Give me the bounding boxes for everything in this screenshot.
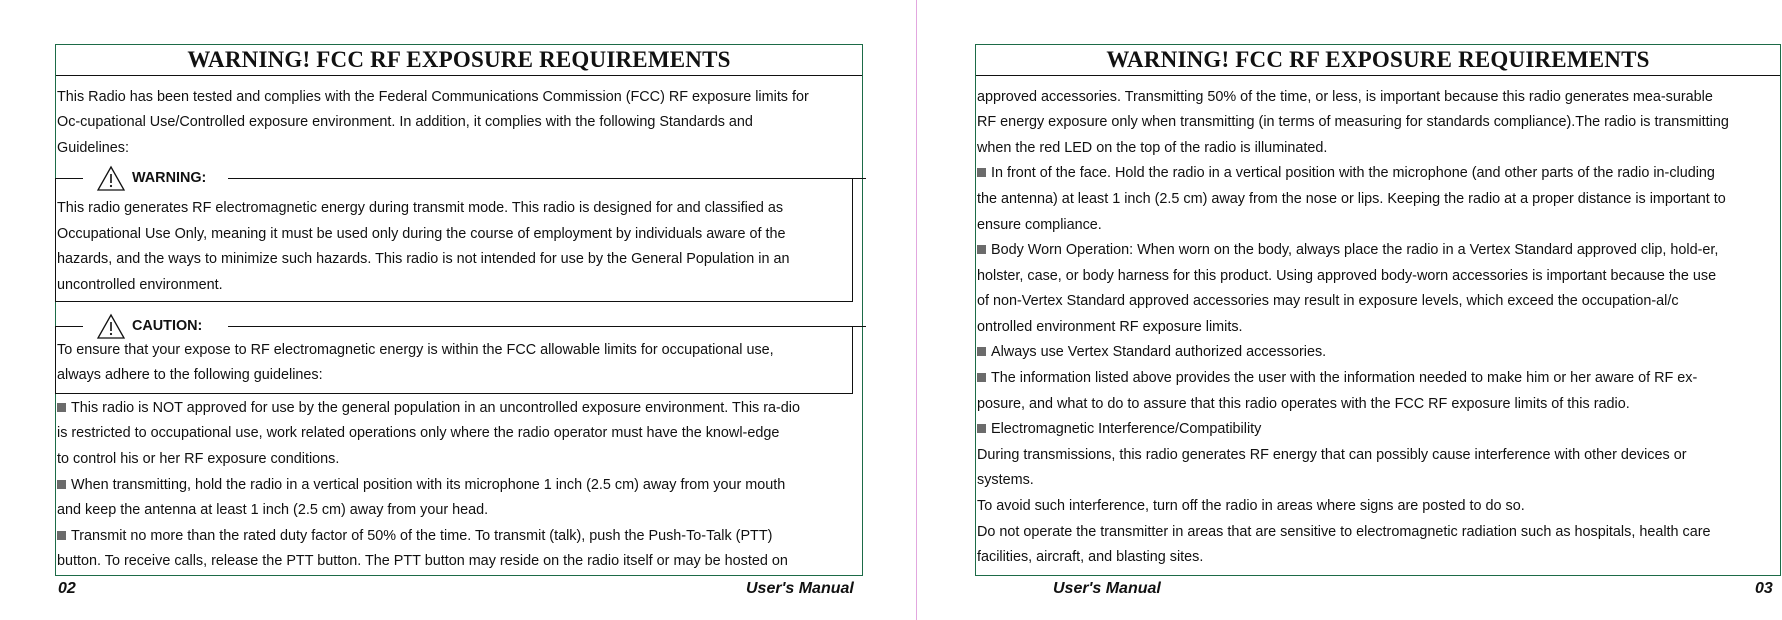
bullet-icon [977,347,986,356]
list-item: The information listed above provides the user with the information needed to make him or her aware of RF ex- [977,366,1778,392]
body-line: ensure compliance. [977,217,1102,233]
list-item: When transmitting, hold the radio in a vertical position with its microphone 1 inch (2.5 cm) away from your mouth [57,473,860,499]
body-line: To avoid such interference, turn off the radio in areas where signs are posted to do so. [977,498,1525,514]
footer-title: User's Manual [1053,580,1161,597]
bullet-icon [977,245,986,254]
body-line: the antenna) at least 1 inch (2.5 cm) away from the nose or lips. Keeping the radio at a proper distance is important to [977,191,1726,207]
caution-label: CAUTION: [132,318,203,334]
list-item: Electromagnetic Interference/Compatibility [977,417,1778,443]
list-item: This radio is NOT approved for use by the general population in an uncontrolled exposure environment. This ra-dio [57,396,860,422]
caution-line: always adhere to the following guidelines: [57,367,323,383]
body-line: holster, case, or body harness for this product. Using approved body-worn accessories is important because the use [977,268,1717,284]
body-line: RF energy exposure only when transmitting (in terms of measuring for standards compliance).The radio is transmitting [977,114,1729,130]
list-item: Transmit no more than the rated duty factor of 50% of the time. To transmit (talk), push the Push-To-Talk (PTT) [57,524,860,550]
body-line: when the red LED on the top of the radio is illuminated. [977,140,1328,156]
list-item-continued: is restricted to occupational use, work related operations only where the radio operator must have the knowl-edge [57,425,780,441]
warning-line: This radio generates RF electromagnetic energy during transmit mode. This radio is designed for and classified as [57,200,784,216]
body-line: During transmissions, this radio generates RF energy that can possibly cause interference with other devices or [977,447,1687,463]
bullet-icon [977,424,986,433]
right-page [918,0,1782,620]
bullet-icon [57,403,66,412]
intro-line: This Radio has been tested and complies with the Federal Communications Commission (FCC) RF exposure limits for [57,89,809,105]
body-line: Do not operate the transmitter in areas that are sensitive to electromagnetic radiation such as hospitals, health care [977,524,1711,540]
page-number: 02 [58,580,76,597]
list-item-continued: button. To receive calls, release the PTT button. The PTT button may reside on the radio itself or may be hosted on [57,553,788,569]
body-line: posure, and what to do to assure that this radio operates with the FCC RF exposure limits of this radio. [977,396,1630,412]
body-line: systems. [977,472,1034,488]
bullet-icon [57,480,66,489]
warning-label: WARNING: [132,170,207,186]
list-item-continued: to control his or her RF exposure conditions. [57,451,340,467]
page-title: WARNING! FCC RF EXPOSURE REQUIREMENTS [56,45,862,76]
intro-line: Guidelines: [57,140,129,156]
bullet-icon [977,168,986,177]
left-content-frame [55,44,863,576]
right-content-frame [975,44,1781,576]
body-line: ontrolled environment RF exposure limits. [977,319,1243,335]
bullet-icon [977,373,986,382]
footer-title: User's Manual [746,580,854,597]
body-line: approved accessories. Transmitting 50% of the time, or less, is important because this radio generates mea-surable [977,89,1713,105]
warning-line: hazards, and the ways to minimize such hazards. This radio is not intended for use by the General Population in an [57,251,790,267]
body-line: facilities, aircraft, and blasting sites. [977,549,1204,565]
list-item: Body Worn Operation: When worn on the body, always place the radio in a Vertex Standard approved clip, hold-er, [977,238,1778,264]
list-item-continued: and keep the antenna at least 1 inch (2.5 cm) away from your head. [57,502,489,518]
bullet-icon [57,531,66,540]
caution-line: To ensure that your expose to RF electromagnetic energy is within the FCC allowable limits for occupational use, [57,342,774,358]
intro-line: Oc-cupational Use/Controlled exposure environment. In addition, it complies with the following Standards and [57,114,753,130]
page-divider [916,0,917,620]
warning-line: Occupational Use Only, meaning it must be used only during the course of employment by individuals aware of the [57,226,786,242]
warning-line: uncontrolled environment. [57,277,223,293]
page-number: 03 [1755,580,1773,597]
body-line: of non-Vertex Standard approved accessories may result in exposure levels, which exceed the occupation-al/c [977,293,1679,309]
page-title: WARNING! FCC RF EXPOSURE REQUIREMENTS [976,45,1780,76]
list-item: Always use Vertex Standard authorized accessories. [977,340,1778,366]
list-item: In front of the face. Hold the radio in a vertical position with the microphone (and other parts of the radio in-cluding [977,161,1778,187]
